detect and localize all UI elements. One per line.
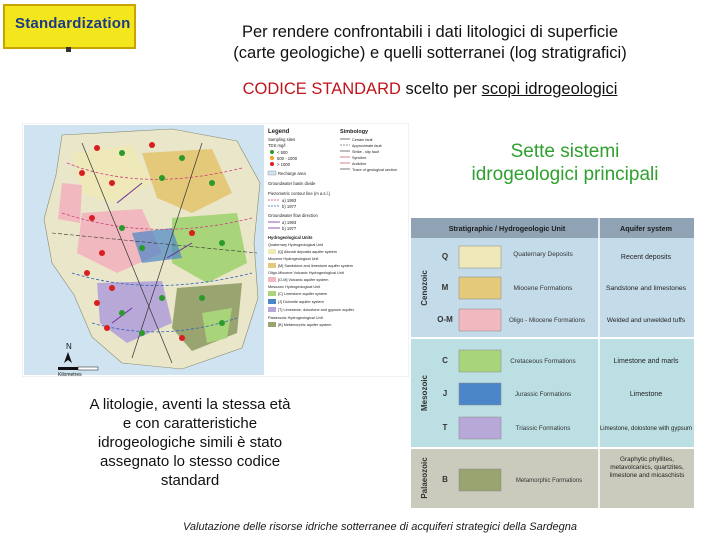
standard-code-statement [170, 80, 690, 99]
svg-text:Quaternary Deposits: Quaternary Deposits [513, 251, 573, 258]
svg-text:Hydrogeological Units: Hydrogeological Units [268, 235, 313, 240]
svg-text:Simbology: Simbology [340, 129, 369, 135]
svg-text:Recent deposits: Recent deposits [620, 254, 672, 261]
svg-text:b) 1977: b) 1977 [282, 204, 297, 209]
seven-systems-line-2: idrogeologici principali [471, 164, 659, 185]
svg-text:M: M [441, 283, 449, 292]
svg-text:T: T [442, 423, 448, 432]
svg-text:Limestone, dolostone with gyps: Limestone, dolostone with gypsum [599, 426, 693, 432]
seven-systems-line-1: Sette sistemi [510, 141, 620, 162]
caption [40, 395, 340, 490]
standard-code-middle: scelto per [405, 80, 478, 98]
svg-text:< 500: < 500 [277, 150, 288, 155]
svg-text:J: J [442, 389, 448, 398]
svg-text:[B] Metamorphic aquifer system: [B] Metamorphic aquifer system [278, 323, 332, 327]
north-label: N [66, 342, 72, 351]
svg-text:Groundwater basin divide: Groundwater basin divide [268, 181, 316, 186]
svg-text:Oligo - Miocene Formations: Oligo - Miocene Formations [509, 317, 585, 324]
svg-text:Miocene Formations: Miocene Formations [513, 285, 573, 292]
seven-systems-title [430, 140, 700, 186]
svg-text:[Q] Alluvial deposits aquifer: [Q] Alluvial deposits aquifer system [278, 250, 337, 254]
era-palaeozoic: Palaeozoic [420, 457, 429, 499]
standard-code-purpose: scopi idrogeologici [481, 80, 618, 98]
svg-text:Trace of geological section: Trace of geological section [352, 168, 398, 172]
header-aquifer: Aquifer system [620, 224, 672, 233]
badge-label: Standardization [15, 15, 131, 32]
era-cenozoic: Cenozoic [420, 270, 429, 306]
slide-heading [170, 22, 690, 64]
svg-text:a) 1993: a) 1993 [282, 198, 297, 203]
svg-text:[M] Sandstone and limestone aq: [M] Sandstone and limestone aquifer system [278, 264, 353, 268]
svg-text:Quaternary Hydrogeological Uni: Quaternary Hydrogeological Unit [268, 243, 324, 247]
svg-text:Strike - slip fault: Strike - slip fault [352, 150, 380, 154]
caption-line-2: e con caratteristiche [122, 415, 258, 432]
svg-text:500 - 1000: 500 - 1000 [277, 156, 298, 161]
svg-text:Anticline: Anticline [352, 162, 367, 166]
svg-text:Oligo-Miocene Volcanic Hydroge: Oligo-Miocene Volcanic Hydrogeological Unit [268, 271, 344, 275]
svg-text:Sandstone and limestones: Sandstone and limestones [605, 285, 687, 292]
svg-text:a) 1993: a) 1993 [282, 220, 297, 225]
scale-label: Kilometres [58, 372, 82, 377]
svg-text:Syncline: Syncline [352, 156, 367, 160]
palaeozoic-aquifer-text: Graphytic phyllites, metavolcanics, quartzites, limestone and micaschists [609, 456, 685, 479]
svg-text:[J] Dolomite aquifer system: [J] Dolomite aquifer system [278, 300, 324, 304]
svg-text:Approximate fault: Approximate fault [352, 144, 382, 148]
svg-text:Limestone: Limestone [629, 391, 663, 398]
svg-text:Triassic Formations: Triassic Formations [515, 425, 571, 432]
caption-line-5: standard [160, 472, 220, 489]
svg-text:Certain fault: Certain fault [352, 138, 373, 142]
svg-text:B: B [442, 475, 448, 484]
svg-text:O-M: O-M [437, 315, 453, 324]
heading-line-1: Per rendere confrontabili i dati litologici di superficie [241, 23, 619, 41]
footer: Valutazione delle risorse idriche sotterranee di acquiferi strategici della Sardegna [183, 521, 577, 533]
caption-line-1: A litologie, aventi la stessa età [89, 396, 291, 413]
svg-text:Groundwater flow direction: Groundwater flow direction [268, 213, 318, 218]
standardization-badge [3, 4, 136, 49]
svg-text:Recharge area: Recharge area [278, 171, 306, 176]
svg-text:[T] Limestone, dolostone and g: [T] Limestone, dolostone and gypsum aquifer [278, 308, 354, 312]
caption-line-4: assegnato lo stesso codice [99, 453, 281, 470]
svg-text:Palaeozoic Hydrogeological Uni: Palaeozoic Hydrogeological Unit [268, 316, 323, 320]
svg-text:[C] Limestone aquifer system: [C] Limestone aquifer system [278, 292, 328, 296]
svg-text:Piezometric contour line (m a.: Piezometric contour line (m a.s.l.) [268, 191, 331, 196]
svg-text:Miocene Hydrogeological Unit: Miocene Hydrogeological Unit [268, 257, 319, 261]
svg-text:Mesozoic Hydrogeological Unit: Mesozoic Hydrogeological Unit [268, 285, 321, 289]
bullet-mark [66, 47, 71, 52]
svg-text:Welded and unwelded tuffs: Welded and unwelded tuffs [606, 317, 686, 324]
svg-text:TDS mg/l: TDS mg/l [268, 143, 286, 148]
svg-text:Cretaceous Formations: Cretaceous Formations [510, 358, 576, 365]
hydrogeological-map [22, 123, 409, 377]
svg-text:> 1000: > 1000 [277, 162, 290, 167]
svg-text:Metamorphic Formations: Metamorphic Formations [515, 478, 583, 484]
hydrogeologic-unit-table [411, 218, 694, 508]
standard-code-label: CODICE STANDARD [242, 80, 401, 98]
caption-line-3: idrogeologiche simili è stato [97, 434, 283, 451]
svg-text:b) 1977: b) 1977 [282, 226, 297, 231]
svg-text:Sampling sites: Sampling sites [268, 137, 296, 142]
svg-text:Limestone and marls: Limestone and marls [613, 358, 679, 365]
svg-text:Jurassic Formations: Jurassic Formations [514, 391, 572, 398]
svg-text:[O-M] Volcanic aquifer system: [O-M] Volcanic aquifer system [278, 278, 329, 282]
header-unit: Stratigraphic / Hydrogeologic Unit [448, 224, 566, 233]
svg-text:C: C [442, 356, 448, 365]
svg-text:Q: Q [441, 252, 449, 261]
svg-text:Legend: Legend [268, 129, 290, 135]
era-mesozoic: Mesozoic [420, 374, 429, 412]
heading-line-2: (carte geologiche) e quelli sotterranei (log stratigrafici) [233, 44, 627, 62]
